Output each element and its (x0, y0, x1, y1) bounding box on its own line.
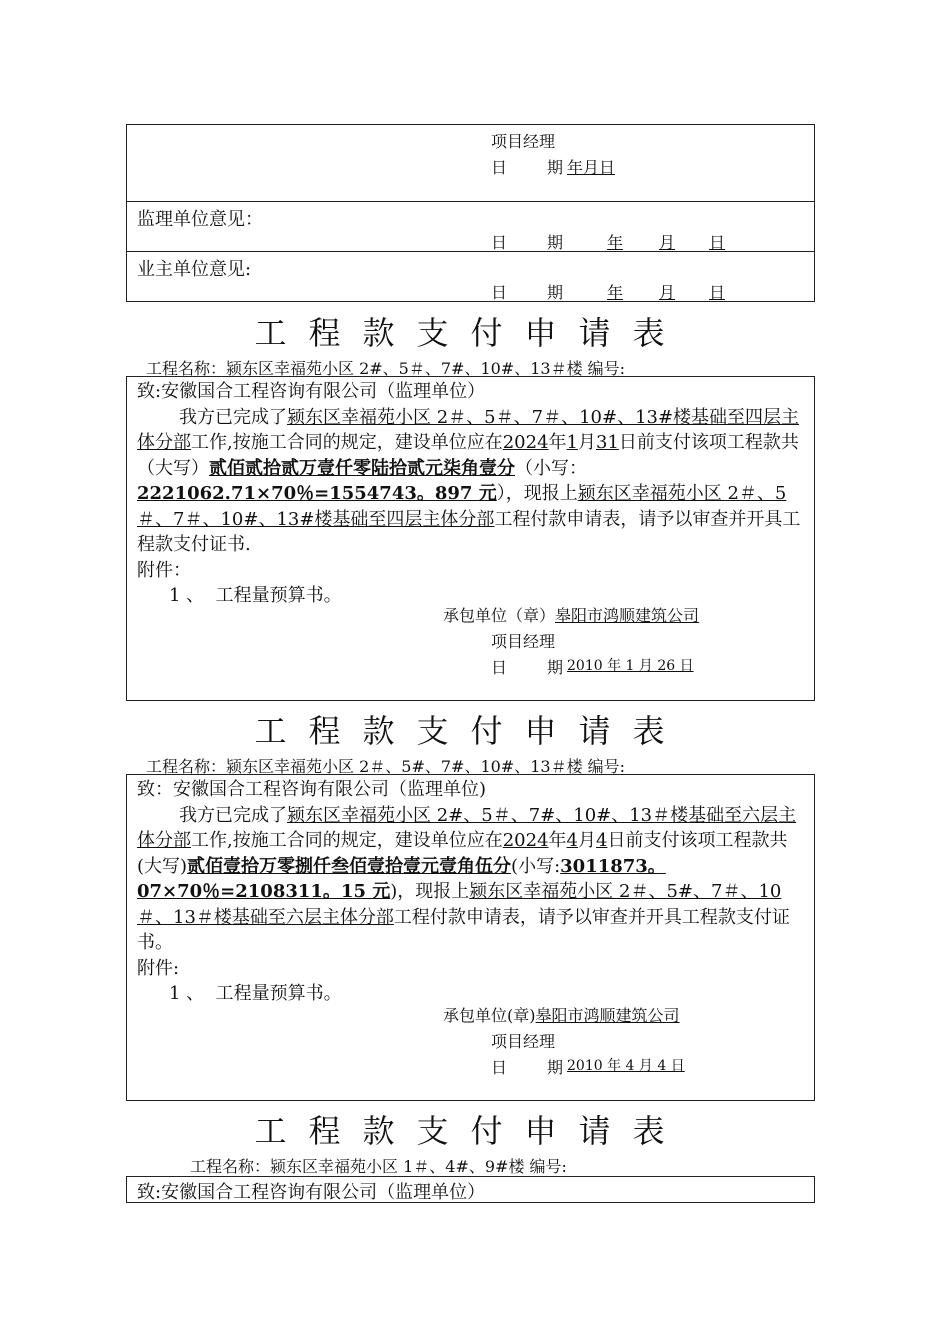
date-label-day: 日 (491, 158, 508, 177)
p-scope-repeat: 颍东区幸福苑小区 2＃、5＃、7＃、10#、13#楼基础至四层主体分部 (137, 483, 787, 530)
year-unit: 年 (607, 233, 624, 252)
p-small-open: (小写: (511, 855, 561, 877)
p-scope: 颍东区幸福苑小区 2＃、5＃、7＃、10#、13#楼基础至四层主体分部 (137, 406, 800, 453)
owner-date-blank (567, 280, 735, 303)
p-month-unit: 月 (578, 830, 596, 851)
p-end: 工程付款申请表，请予以审查并开具工程款支付证书. (137, 508, 801, 555)
form-1-attachment-label: 附件： (137, 559, 191, 581)
contractor-name: 皋阳市鸿顺建筑公司 (555, 606, 700, 625)
p-small-close: )，现报上 (390, 881, 470, 902)
supervisor-date-day: 日 (491, 233, 508, 252)
owner-date-day: 日 (491, 283, 508, 302)
date-label-period: 期 (547, 158, 564, 177)
form-1-date-day: 日 (491, 658, 508, 677)
row-signature (127, 125, 814, 202)
p-month: 4 (566, 830, 578, 851)
amount-in-words: 贰佰贰拾贰万壹仟零陆拾贰元柒角壹分 (209, 457, 515, 479)
form-1-table (126, 376, 815, 701)
p-tail: 日前支付该项工程款共(大写) (137, 830, 788, 877)
form-2-paragraph (137, 803, 807, 956)
p-day: 31 (596, 432, 619, 453)
form-2-project-line: 工程名称：颍东区幸福苑小区 2＃、5#、7#、10#、13＃楼 编号: (146, 757, 626, 776)
p-month-unit: 月 (578, 432, 596, 453)
p-year: 2024 (502, 432, 549, 453)
form-3-table (126, 1176, 815, 1203)
form-2-date: 2010 年 4 月 4 日 (567, 1058, 685, 1074)
form-2-attachment-label: 附件: (137, 957, 180, 979)
p-year: 2024 (502, 830, 549, 851)
owner-opinion-label: 业主单位意见: (137, 259, 252, 280)
p-scope-repeat: 颍东区幸福苑小区 2＃、5#、7＃、10＃、13＃楼基础至六层主体分部 (137, 881, 782, 928)
form-1-project-line: 工程名称：颍东区幸福苑小区 2#、5＃、7#、10#、13＃楼 编号: (146, 359, 626, 378)
form-1-body (137, 379, 807, 609)
contractor-label: 承包单位(章) (443, 1006, 536, 1025)
amount-calculation: 2221062.71×70％=1554743。897 元 (137, 483, 497, 504)
form-3-project-line: 工程名称：颍东区幸福苑小区 1＃、4#、9#楼 编号: (190, 1157, 567, 1176)
form-1-paragraph (137, 405, 807, 558)
date-value: 年月日 (567, 158, 616, 177)
p-month: 1 (566, 432, 578, 453)
form-3-title: 工程款支付申请表 (254, 1112, 687, 1150)
amount-calculation: 3011873。07×70％=2108311。15 元 (137, 855, 666, 902)
owner-date-period: 期 (547, 283, 564, 302)
supervisor-date-period: 期 (547, 233, 564, 252)
day-unit: 日 (709, 283, 726, 302)
p-end: 工程付款申请表，请予以审查并开具工程款支付证书。 (137, 906, 790, 953)
top-form-table (126, 124, 815, 302)
p-intro: 我方已完成了 (179, 406, 287, 428)
month-unit: 月 (659, 233, 676, 252)
form-1-to: 致:安徽国合工程咨询有限公司（监理单位） (137, 381, 486, 402)
form-2-date-day: 日 (491, 1058, 508, 1077)
p-tail: 日前支付该项工程款共（大写） (137, 432, 799, 479)
form-3-to: 致:安徽国合工程咨询有限公司（监理单位） (137, 1182, 486, 1203)
year-unit: 年 (607, 283, 624, 302)
p-small-close: ），现报上 (496, 483, 578, 504)
form-2-manager-label: 项目经理 (491, 1032, 556, 1051)
form-2-date-period: 期 (547, 1058, 564, 1077)
p-intro: 我方已完成了 (179, 804, 287, 826)
p-scope: 颍东区幸福苑小区 2#、5＃、7#、10#、13＃楼基础至六层主体分部 (137, 804, 797, 851)
form-1-date: 2010 年 1 月 26 日 (567, 658, 694, 674)
form-1-title: 工程款支付申请表 (254, 314, 687, 352)
supervisor-opinion-label: 监理单位意见： (137, 209, 263, 230)
form-1-attachment-item: 1 、 工程量预算书。 (169, 585, 342, 606)
form-1-contractor (443, 603, 717, 626)
form-2-table (126, 774, 815, 1101)
month-unit: 月 (659, 283, 676, 302)
p-small-open: （小写： (515, 457, 587, 479)
contractor-name: 皋阳市鸿顺建筑公司 (535, 1006, 680, 1025)
supervisor-date-blank (567, 230, 735, 253)
p-mid: 工作,按施工合同的规定，建设单位应在 (191, 432, 503, 453)
form-2-contractor (443, 1003, 698, 1026)
p-mid: 工作,按施工合同的规定，建设单位应在 (191, 830, 503, 851)
p-year-unit: 年 (548, 432, 567, 453)
amount-in-words: 贰佰壹拾万零捌仟叁佰壹拾壹元壹角伍分 (187, 855, 512, 877)
form-2-title: 工程款支付申请表 (254, 712, 687, 750)
form-2-to: 致：安徽国合工程咨询有限公司（监理单位) (137, 779, 487, 800)
contractor-label: 承包单位（章） (443, 606, 556, 625)
day-unit: 日 (709, 233, 726, 252)
p-day: 4 (596, 830, 608, 851)
form-2-attachment-item: 1 、 工程量预算书。 (169, 983, 342, 1004)
p-year-unit: 年 (548, 830, 567, 851)
form-2-body (137, 777, 807, 1007)
form-1-manager-label: 项目经理 (491, 632, 556, 651)
manager-label: 项目经理 (491, 132, 556, 151)
form-1-date-period: 期 (547, 658, 564, 677)
